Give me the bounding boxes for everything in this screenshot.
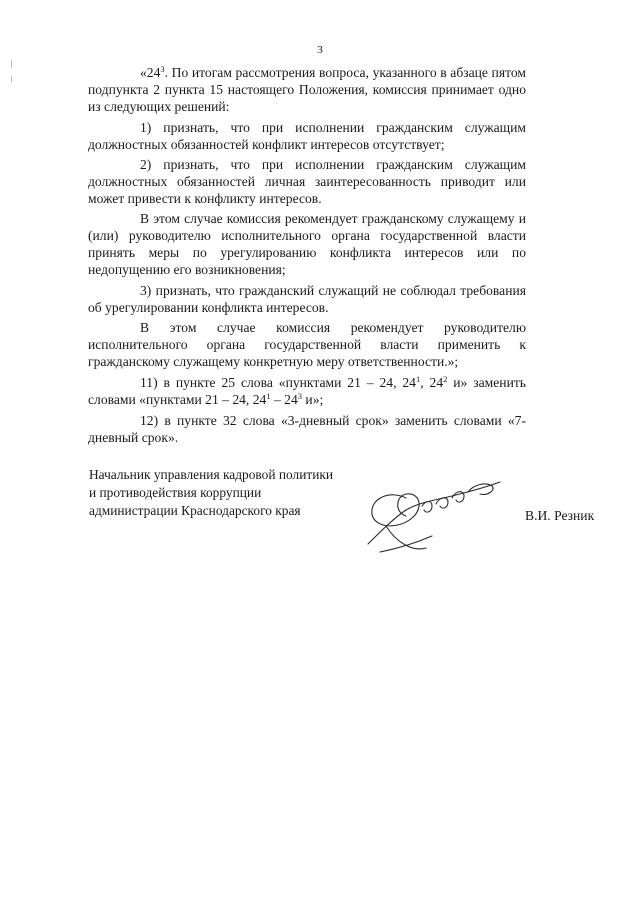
margin-mark — [11, 60, 12, 68]
superscript: 3 — [297, 391, 303, 401]
page-number: 3 — [317, 44, 323, 56]
paragraph-item-12: 12) в пункте 32 слова «3-дневный срок» заменить словами «7-дневный срок». — [88, 413, 526, 445]
text-fragment: . По итогам рассмотрения вопроса, указанного в абзаце пятом подпункта 2 пункта 15 настоящего Положения, комиссия принимает одно из следующих решений: — [88, 65, 526, 114]
position-line: администрации Краснодарского края — [89, 503, 301, 518]
superscript: 1 — [415, 374, 421, 384]
position-line: и противодействия коррупции — [89, 485, 262, 500]
text-fragment: и»; — [302, 392, 324, 407]
superscript: 3 — [160, 64, 165, 74]
text-fragment: – 24 — [270, 392, 298, 407]
signatory-position — [89, 466, 333, 520]
superscript: 1 — [266, 391, 271, 401]
handwritten-signature — [360, 462, 510, 558]
text-fragment: 11) в пункте 25 слова «пунктами 21 – 24, 24 — [140, 375, 416, 390]
paragraph-decision-3: 3) признать, что гражданский служащий не соблюдал требования об урегулировании конфликта интересов. — [88, 283, 526, 315]
paragraph-recommendation-1: В этом случае комиссия рекомендует гражданскому служащему и (или) руководителю исполнительного органа государственной власти принять меры по урегулированию конфликта интересов или по недопущению его возникновения; — [88, 211, 526, 277]
paragraph-decision-1: 1) признать, что при исполнении гражданским служащим должностных обязанностей конфликт интересов отсутствует; — [88, 120, 526, 152]
position-line: Начальник управления кадровой политики — [89, 467, 334, 482]
signer-name: В.И. Резник — [525, 508, 595, 523]
paragraph-item-11 — [88, 374, 526, 408]
paragraph-decision-2: 2) признать, что при исполнении гражданским служащим должностных обязанностей личная заинтересованность приводит или может привести к конфликту интересов. — [88, 157, 526, 206]
paragraph-article-24-3 — [88, 64, 526, 115]
text-fragment: и» заменить словами «пунктами 21 – 24, 24 — [88, 375, 526, 407]
text-fragment: «24 — [140, 65, 161, 80]
paragraph-recommendation-2: В этом случае комиссия рекомендует руководителю исполнительного органа государственной власти применить к гражданскому служащему конкретную меру ответственности.»; — [88, 320, 526, 369]
document-body — [88, 64, 526, 450]
text-fragment: , 24 — [420, 375, 444, 390]
margin-mark — [11, 76, 12, 82]
superscript: 2 — [443, 374, 448, 384]
